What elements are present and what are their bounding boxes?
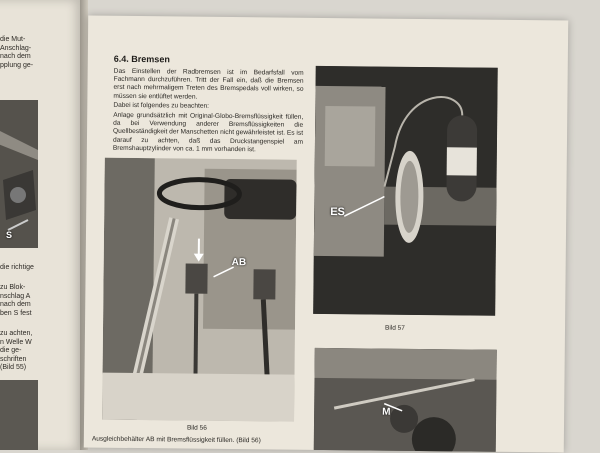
text-line: nschlag A: [0, 292, 31, 300]
paragraph-note: Dabei ist folgendes zu beachten:: [113, 101, 210, 110]
left-page-text-bottom: [0, 330, 32, 373]
text-line: schriften: [0, 355, 27, 363]
left-page-text-mid: [0, 264, 34, 273]
text-line: pplung ge-: [0, 61, 34, 69]
figure-58-photo: [314, 348, 497, 453]
text-line: ben S fest: [0, 309, 32, 317]
text-line: zu Blok-: [0, 284, 26, 291]
figure-56-photo: [102, 158, 297, 422]
figure-57-label-es: ES: [330, 206, 345, 219]
left-photo-illustration: [0, 100, 38, 248]
left-page-text-lower: [0, 284, 32, 318]
figure-56-caption: Bild 56: [186, 424, 207, 432]
right-page: [84, 15, 568, 452]
figure-58-label-m: M: [382, 406, 391, 418]
text-line: (Bild 55): [0, 364, 27, 371]
paragraph-instructions: Anlage grundsätzlich mit Original-Globo-Bremsflüssigkeit füllen, da bei Verwendung anderer Bremsflüssigkeiten die Quellbeständigkeit der Manschetten nicht gewährleistet ist. Es ist darauf zu achten, daß das Druckstangenspiel am Bremshauptzylinder von ca. 1 mm vorhanden ist.: [112, 111, 304, 154]
text-line: nach dem: [0, 301, 31, 308]
left-page: [0, 0, 82, 450]
text-line: die ge-: [0, 347, 22, 354]
figure-57-illustration: [313, 66, 498, 316]
text-line: die richtige: [0, 264, 34, 271]
text-line: n Welle W: [0, 338, 32, 346]
section-heading: 6.4. Bremsen: [113, 53, 170, 65]
text-line: die Mut-: [0, 36, 26, 43]
left-page-photo-top: [0, 100, 38, 248]
figure-56-illustration: [102, 158, 297, 422]
figure-57-photo: [313, 66, 498, 316]
figure-58-illustration: [314, 348, 497, 453]
left-page-text-top: [0, 36, 33, 70]
text-line: Anschlag-: [0, 44, 32, 52]
text-line: nach dem: [0, 53, 31, 60]
left-page-photo-bottom: [0, 380, 38, 450]
text-line: zu achten,: [0, 330, 33, 337]
figure-56-label-ab: AB: [231, 257, 247, 269]
bottom-instruction-text: Ausgleichbehälter AB mit Bremsflüssigkeit füllen. (Bild 56): [91, 435, 261, 445]
left-photo-label: S: [6, 230, 13, 240]
figure-57-caption: Bild 57: [384, 324, 405, 332]
paragraph-intro: Das Einstellen der Radbremsen ist im Bedarfsfall vom Fachmann durchzuführen. Tritt der Fall ein, daß die Bremsen erst nach mehrmaligem Treten des Bremspedals voll wirken, so müssen sie entlüftet werden.: [113, 67, 304, 101]
